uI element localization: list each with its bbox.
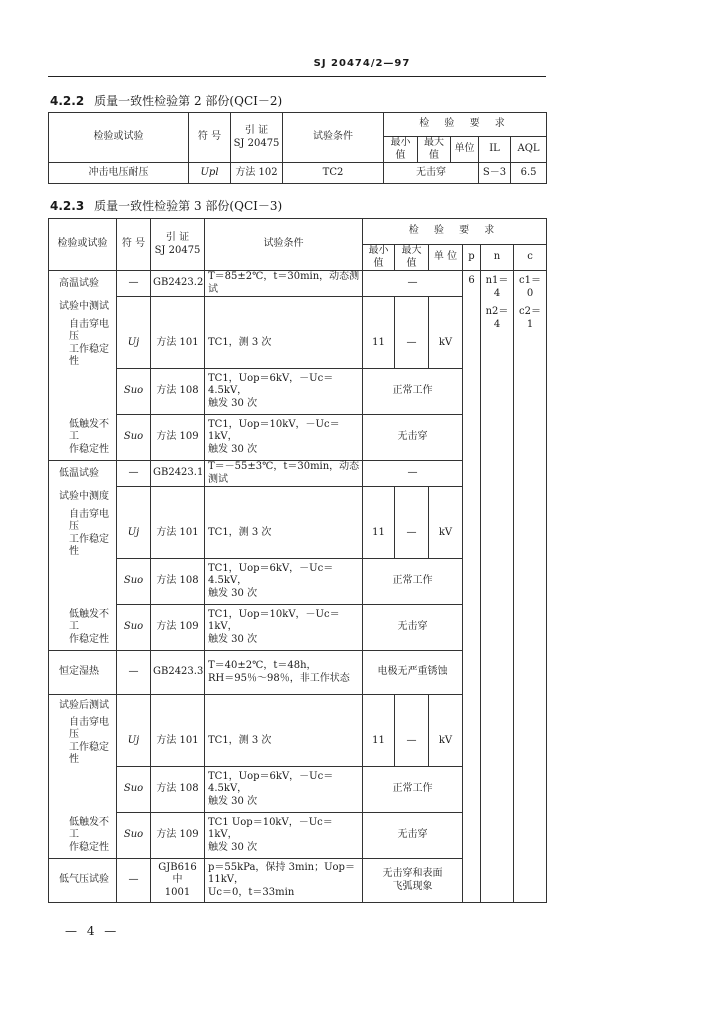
high-temp-ref: GB2423.2 bbox=[151, 271, 205, 297]
low-temp-ref: GB2423.1 bbox=[151, 461, 205, 487]
sampling-n2: n2＝4 bbox=[485, 306, 509, 330]
high-temp-suo108-condition bbox=[205, 369, 363, 415]
low-temp-suo109-symbol: Suo bbox=[117, 605, 151, 651]
low-temp-symbol: — bbox=[117, 461, 151, 487]
high-temp-suo108-condition-line2: 触发 30 次 bbox=[208, 397, 258, 409]
high-temp-uj-max: — bbox=[395, 319, 429, 369]
post-suo109-item bbox=[49, 813, 117, 859]
damp-heat-requirement: 电极无严重锈蚀 bbox=[363, 651, 463, 695]
post-suo109-ref: 方法 109 bbox=[151, 813, 205, 859]
low-temp-suo109-condition-line1: TC1，Uop＝10kV，－Uc＝1kV， bbox=[208, 608, 340, 633]
low-temp-suo109-item-line2: 作稳定性 bbox=[69, 633, 109, 645]
qci3-header-p: p bbox=[463, 245, 481, 271]
high-temp-symbol: — bbox=[117, 271, 151, 297]
qci3-header-ref-line2: SJ 20475 bbox=[154, 244, 201, 256]
low-pressure-requirement-line2: 飞弧现象 bbox=[392, 880, 433, 892]
low-temp-condition: T＝－55±3℃，t＝30min，动态测试 bbox=[205, 461, 363, 487]
qci3-header-max: 最大值 bbox=[395, 245, 429, 271]
qci3-header-unit: 单 位 bbox=[429, 245, 463, 271]
post-uj-item2: 工作稳定性 bbox=[49, 742, 117, 767]
low-temp-suo109-item-line1: 低触发不工 bbox=[69, 608, 109, 632]
high-temp-suo109-condition-line1: TC1，Uop＝10kV，－Uc＝1kV， bbox=[208, 418, 340, 443]
high-temp-uj-symbol: Uj bbox=[117, 319, 151, 369]
section-422-number: 4.2.2 bbox=[50, 94, 85, 108]
low-pressure-ref-line1: GJB616 中 bbox=[158, 861, 197, 886]
post-suo109-condition bbox=[205, 813, 363, 859]
qci2-header-requirements: 检 验 要 求 bbox=[384, 113, 547, 137]
low-temp-suo108-ref: 方法 108 bbox=[151, 559, 205, 605]
post-uj-min: 11 bbox=[363, 717, 395, 767]
high-temp-suo109-condition-line2: 触发 30 次 bbox=[208, 443, 258, 455]
low-temp-uj-item2: 工作稳定性 bbox=[49, 534, 117, 559]
table-row bbox=[49, 271, 547, 297]
low-pressure-condition bbox=[205, 859, 363, 903]
high-temp-suo109-requirement: 无击穿 bbox=[363, 415, 463, 461]
qci3-header-ref-line1: 引 证 bbox=[165, 232, 190, 243]
low-temp-suo108-condition-line2: 触发 30 次 bbox=[208, 587, 258, 599]
post-suo108-ref: 方法 108 bbox=[151, 767, 205, 813]
qci2-header-ref-line1: 引 证 bbox=[244, 125, 269, 136]
low-temp-subtitle: 试验中测度 bbox=[49, 487, 117, 509]
post-suo109-item-line1: 低触发不工 bbox=[69, 816, 109, 840]
post-suo108-symbol: Suo bbox=[117, 767, 151, 813]
qci2-row-aql: 6.5 bbox=[511, 163, 547, 184]
section-423-number: 4.2.3 bbox=[50, 199, 85, 213]
qci2-header-condition: 试验条件 bbox=[283, 113, 384, 163]
post-suo108-condition-line2: 触发 30 次 bbox=[208, 795, 258, 807]
qci2-header-item: 检验或试验 bbox=[49, 113, 189, 163]
qci2-table bbox=[48, 112, 547, 184]
high-temp-condition: T＝85±2℃，t＝30min，动态测试 bbox=[205, 271, 363, 297]
high-temp-suo108-condition-line1: TC1，Uop＝6kV，－Uc＝4.5kV， bbox=[208, 372, 334, 397]
sampling-n1: n1＝4 bbox=[485, 275, 509, 299]
post-suo108-condition bbox=[205, 767, 363, 813]
qci3-header-requirements: 检 验 要 求 bbox=[363, 219, 547, 245]
post-uj-unit: kV bbox=[429, 717, 463, 767]
post-suo109-condition-line2: 触发 30 次 bbox=[208, 841, 258, 853]
qci3-header-item: 检验或试验 bbox=[49, 219, 117, 271]
section-422-heading bbox=[50, 92, 282, 109]
qci2-header-max: 最大值 bbox=[418, 137, 451, 163]
document-header: SJ 20474/2—97 bbox=[313, 58, 411, 69]
low-temp-uj-ref: 方法 101 bbox=[151, 509, 205, 559]
post-uj-item: 自击穿电压 bbox=[49, 717, 117, 742]
damp-heat-ref: GB2423.3 bbox=[151, 651, 205, 695]
qci2-row-symbol: Upl bbox=[189, 163, 231, 184]
qci3-header-condition: 试验条件 bbox=[205, 219, 363, 271]
damp-heat-title: 恒定湿热 bbox=[49, 651, 117, 695]
high-temp-uj-min: 11 bbox=[363, 319, 395, 369]
low-pressure-title: 低气压试验 bbox=[49, 859, 117, 903]
high-temp-requirement: — bbox=[363, 271, 463, 297]
qci2-header-symbol: 符 号 bbox=[189, 113, 231, 163]
high-temp-title: 高温试验 bbox=[49, 271, 117, 297]
qci3-header-c: c bbox=[514, 245, 547, 271]
low-pressure-ref-line2: 1001 bbox=[164, 886, 191, 898]
qci2-header-aql: AQL bbox=[511, 137, 547, 163]
post-suo108-condition-line1: TC1，Uop＝6kV，－Uc＝4.5kV， bbox=[208, 770, 334, 795]
post-uj-ref: 方法 101 bbox=[151, 717, 205, 767]
qci2-header-min: 最小值 bbox=[384, 137, 418, 163]
low-temp-suo109-requirement: 无击穿 bbox=[363, 605, 463, 651]
low-temp-suo108-symbol: Suo bbox=[117, 559, 151, 605]
high-temp-suo109-item-line1: 低触发不工 bbox=[69, 418, 109, 442]
qci2-row-il: S－3 bbox=[479, 163, 511, 184]
low-temp-suo108-condition-line1: TC1，Uop＝6kV，－Uc＝4.5kV， bbox=[208, 562, 334, 587]
qci2-row-ref: 方法 102 bbox=[231, 163, 283, 184]
section-423-heading bbox=[50, 197, 282, 214]
qci2-header-unit: 单位 bbox=[451, 137, 479, 163]
high-temp-uj-ref: 方法 101 bbox=[151, 319, 205, 369]
post-test-subtitle: 试验后测试 bbox=[49, 695, 117, 717]
post-suo109-condition-line1: TC1 Uop＝10kV，－Uc＝1kV， bbox=[208, 816, 333, 841]
low-temp-uj-condition: TC1，测 3 次 bbox=[205, 509, 363, 559]
high-temp-suo109-ref: 方法 109 bbox=[151, 415, 205, 461]
post-uj-condition: TC1，测 3 次 bbox=[205, 717, 363, 767]
low-temp-suo108-condition bbox=[205, 559, 363, 605]
qci2-header-ref-line2: SJ 20475 bbox=[233, 137, 280, 149]
sampling-c1: c1＝0 bbox=[519, 275, 542, 299]
high-temp-uj-unit: kV bbox=[429, 319, 463, 369]
high-temp-suo109-symbol: Suo bbox=[117, 415, 151, 461]
high-temp-suo108-requirement: 正常工作 bbox=[363, 369, 463, 415]
sampling-n bbox=[481, 271, 514, 903]
post-suo109-requirement: 无击穿 bbox=[363, 813, 463, 859]
damp-heat-condition bbox=[205, 651, 363, 695]
section-423-title: 质量一致性检验第 3 部份(QCI－3) bbox=[94, 199, 283, 213]
damp-heat-symbol: — bbox=[117, 651, 151, 695]
qci2-header-ref bbox=[231, 113, 283, 163]
damp-heat-condition-line2: RH＝95％～98％，非工作状态 bbox=[208, 672, 350, 684]
low-temp-suo109-ref: 方法 109 bbox=[151, 605, 205, 651]
sampling-p: 6 bbox=[463, 271, 481, 903]
high-temp-uj-item2: 工作稳定性 bbox=[49, 344, 117, 369]
low-pressure-requirement-line1: 无击穿和表面 bbox=[382, 868, 443, 879]
table-row bbox=[49, 163, 547, 184]
post-uj-symbol: Uj bbox=[117, 717, 151, 767]
qci2-header-il: IL bbox=[479, 137, 511, 163]
low-temp-title: 低温试验 bbox=[49, 461, 117, 487]
low-temp-uj-min: 11 bbox=[363, 509, 395, 559]
low-pressure-ref bbox=[151, 859, 205, 903]
high-temp-suo108-ref: 方法 108 bbox=[151, 369, 205, 415]
low-temp-suo109-item bbox=[49, 605, 117, 651]
low-temp-suo109-condition bbox=[205, 605, 363, 651]
qci3-header-ref bbox=[151, 219, 205, 271]
post-suo109-item-line2: 作稳定性 bbox=[69, 841, 109, 853]
qci2-row-requirement: 无击穿 bbox=[384, 163, 479, 184]
post-uj-max: — bbox=[395, 717, 429, 767]
low-temp-suo109-condition-line2: 触发 30 次 bbox=[208, 633, 258, 645]
high-temp-suo109-item bbox=[49, 415, 117, 461]
high-temp-suo109-item-line2: 作稳定性 bbox=[69, 443, 109, 455]
post-suo108-requirement: 正常工作 bbox=[363, 767, 463, 813]
header-rule bbox=[48, 76, 546, 77]
high-temp-subtitle: 试验中测试 bbox=[49, 297, 117, 319]
qci3-header-n: n bbox=[481, 245, 514, 271]
high-temp-uj-condition: TC1，测 3 次 bbox=[205, 319, 363, 369]
sampling-c2: c2＝1 bbox=[519, 306, 542, 330]
low-pressure-requirement bbox=[363, 859, 463, 903]
damp-heat-condition-line1: T＝40±2℃，t＝48h， bbox=[208, 660, 317, 671]
qci2-row-item: 冲击电压耐压 bbox=[49, 163, 189, 184]
low-pressure-condition-line1: p＝55kPa，保持 3min；Uop＝11kV， bbox=[208, 861, 355, 886]
page-number: — 4 — bbox=[65, 924, 120, 938]
low-temp-uj-item: 自击穿电压 bbox=[49, 509, 117, 534]
high-temp-uj-item: 自击穿电压 bbox=[49, 319, 117, 344]
sampling-c bbox=[514, 271, 547, 903]
low-pressure-symbol: — bbox=[117, 859, 151, 903]
low-temp-suo108-requirement: 正常工作 bbox=[363, 559, 463, 605]
low-temp-uj-max: — bbox=[395, 509, 429, 559]
qci2-row-condition: TC2 bbox=[283, 163, 384, 184]
high-temp-suo109-condition bbox=[205, 415, 363, 461]
high-temp-suo108-symbol: Suo bbox=[117, 369, 151, 415]
qci3-header-min: 最小值 bbox=[363, 245, 395, 271]
low-temp-requirement: — bbox=[363, 461, 463, 487]
section-422-title: 质量一致性检验第 2 部份(QCI－2) bbox=[94, 94, 283, 108]
qci3-header-symbol: 符 号 bbox=[117, 219, 151, 271]
post-suo109-symbol: Suo bbox=[117, 813, 151, 859]
low-temp-uj-symbol: Uj bbox=[117, 509, 151, 559]
low-pressure-condition-line2: Uc＝0，t＝33min bbox=[208, 886, 295, 898]
low-temp-uj-unit: kV bbox=[429, 509, 463, 559]
qci3-table bbox=[48, 218, 547, 903]
